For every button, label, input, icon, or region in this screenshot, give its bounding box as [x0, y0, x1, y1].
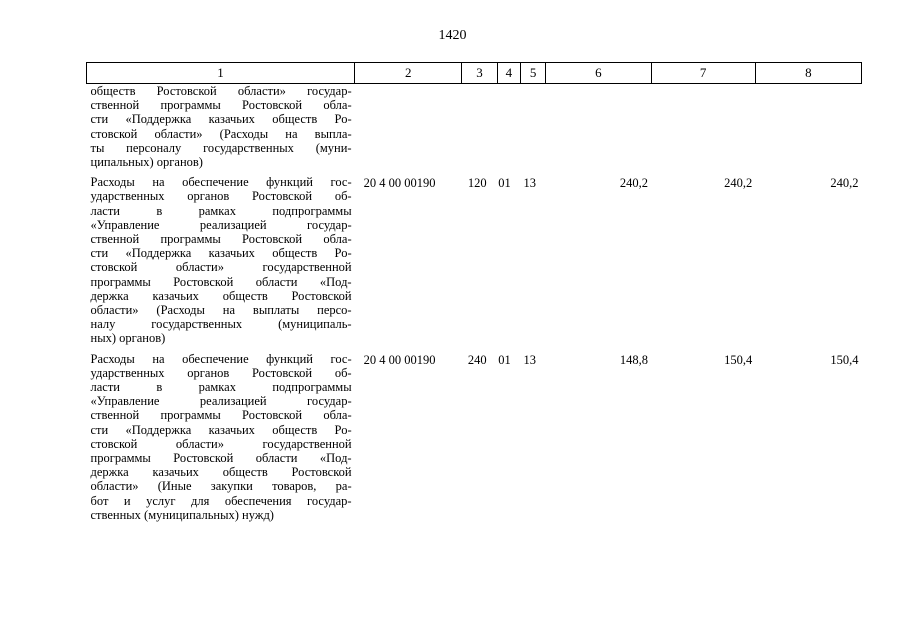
column-header-6: 6	[546, 63, 651, 84]
description-line: сти «Поддержка казачьих обществ Ро-	[90, 112, 352, 127]
description-line: бот и услуг для обеспечения государ-	[90, 493, 352, 508]
description-line: стовской области» государственной	[90, 436, 352, 451]
description-line: ласти в рамках подпрограммы	[90, 380, 352, 395]
subsection-code: 13	[523, 176, 537, 191]
description-line: ных) органов)	[90, 331, 166, 346]
subsection-code	[521, 84, 546, 176]
amount-year-1: 240,2	[619, 176, 649, 191]
description-line: сти «Поддержка казачьих обществ Ро-	[90, 422, 352, 437]
section-code: 01	[498, 176, 511, 191]
description-line: ственной программы Ростовской обла-	[90, 232, 352, 247]
target-article-code: 20 4 00 00190	[363, 352, 436, 367]
column-number-row	[87, 63, 862, 84]
column-header-7: 7	[651, 63, 755, 84]
expense-type-code: 120	[467, 176, 487, 191]
description-line: ударственных органов Ростовской об-	[90, 189, 352, 204]
description-line: ственной программы Ростовской обла-	[90, 408, 352, 423]
description-line: ударственных органов Ростовской об-	[90, 365, 352, 380]
table-row	[87, 84, 862, 176]
amount-year-3	[755, 84, 861, 176]
column-header-4: 4	[497, 63, 520, 84]
column-header-5: 5	[521, 63, 546, 84]
description-line: обществ Ростовской области» государ-	[90, 84, 352, 98]
description-line: программы Ростовской области «Под-	[90, 451, 352, 466]
description-line: держка казачьих обществ Ростовской	[90, 288, 352, 303]
description-line: ты персоналу государственных (муни-	[90, 140, 352, 155]
expense-type-code	[462, 84, 497, 176]
budget-table	[86, 62, 862, 522]
section-code: 01	[498, 352, 511, 367]
description-line: стовской области» государственной	[90, 260, 352, 275]
description-line: стовской области» (Расходы на выпла-	[90, 126, 352, 141]
subsection-code: 13	[523, 352, 537, 367]
description-line: сти «Поддержка казачьих обществ Ро-	[90, 246, 352, 261]
row-description	[87, 84, 355, 176]
description-line: держка казачьих обществ Ростовской	[90, 465, 352, 480]
amount-year-3: 240,2	[830, 176, 859, 191]
description-line: ласти в рамках подпрограммы	[90, 203, 352, 218]
section-code	[497, 84, 520, 176]
description-line: программы Ростовской области «Под-	[90, 274, 352, 289]
amount-year-2: 240,2	[724, 176, 753, 191]
amount-year-2: 150,4	[724, 352, 753, 367]
amount-year-1: 148,8	[619, 352, 649, 367]
description-line: «Управление реализацией государ-	[90, 394, 352, 409]
table-row	[87, 352, 862, 522]
table-body	[87, 84, 862, 523]
amount-year-2	[651, 84, 755, 176]
page-number: 1420	[438, 28, 467, 43]
description-line: «Управление реализацией государ-	[90, 217, 352, 232]
target-article-code	[355, 84, 462, 176]
target-article-code: 20 4 00 00190	[363, 176, 436, 191]
expense-type-code: 240	[467, 352, 487, 367]
row-description	[87, 352, 355, 522]
amount-year-1	[546, 84, 651, 176]
description-line: области» (Иные закупки товаров, ра-	[90, 479, 352, 494]
column-header-1: 1	[87, 63, 355, 84]
column-header-2: 2	[355, 63, 462, 84]
description-line: области» (Расходы на выплаты персо-	[90, 303, 352, 318]
column-header-3: 3	[462, 63, 497, 84]
table-row	[87, 175, 862, 351]
amount-year-3: 150,4	[830, 352, 859, 367]
row-description	[87, 175, 355, 351]
description-line: Расходы на обеспечение функций гос-	[90, 351, 352, 366]
description-line: ственной программы Ростовской обла-	[90, 98, 352, 113]
description-line: Расходы на обеспечение функций гос-	[90, 175, 352, 190]
description-line: налу государственных (муниципаль-	[90, 317, 352, 332]
description-line: ственных (муниципальных) нужд)	[90, 507, 274, 522]
description-line: ципальных) органов)	[90, 155, 203, 170]
column-header-8: 8	[755, 63, 861, 84]
table-header	[87, 63, 862, 84]
